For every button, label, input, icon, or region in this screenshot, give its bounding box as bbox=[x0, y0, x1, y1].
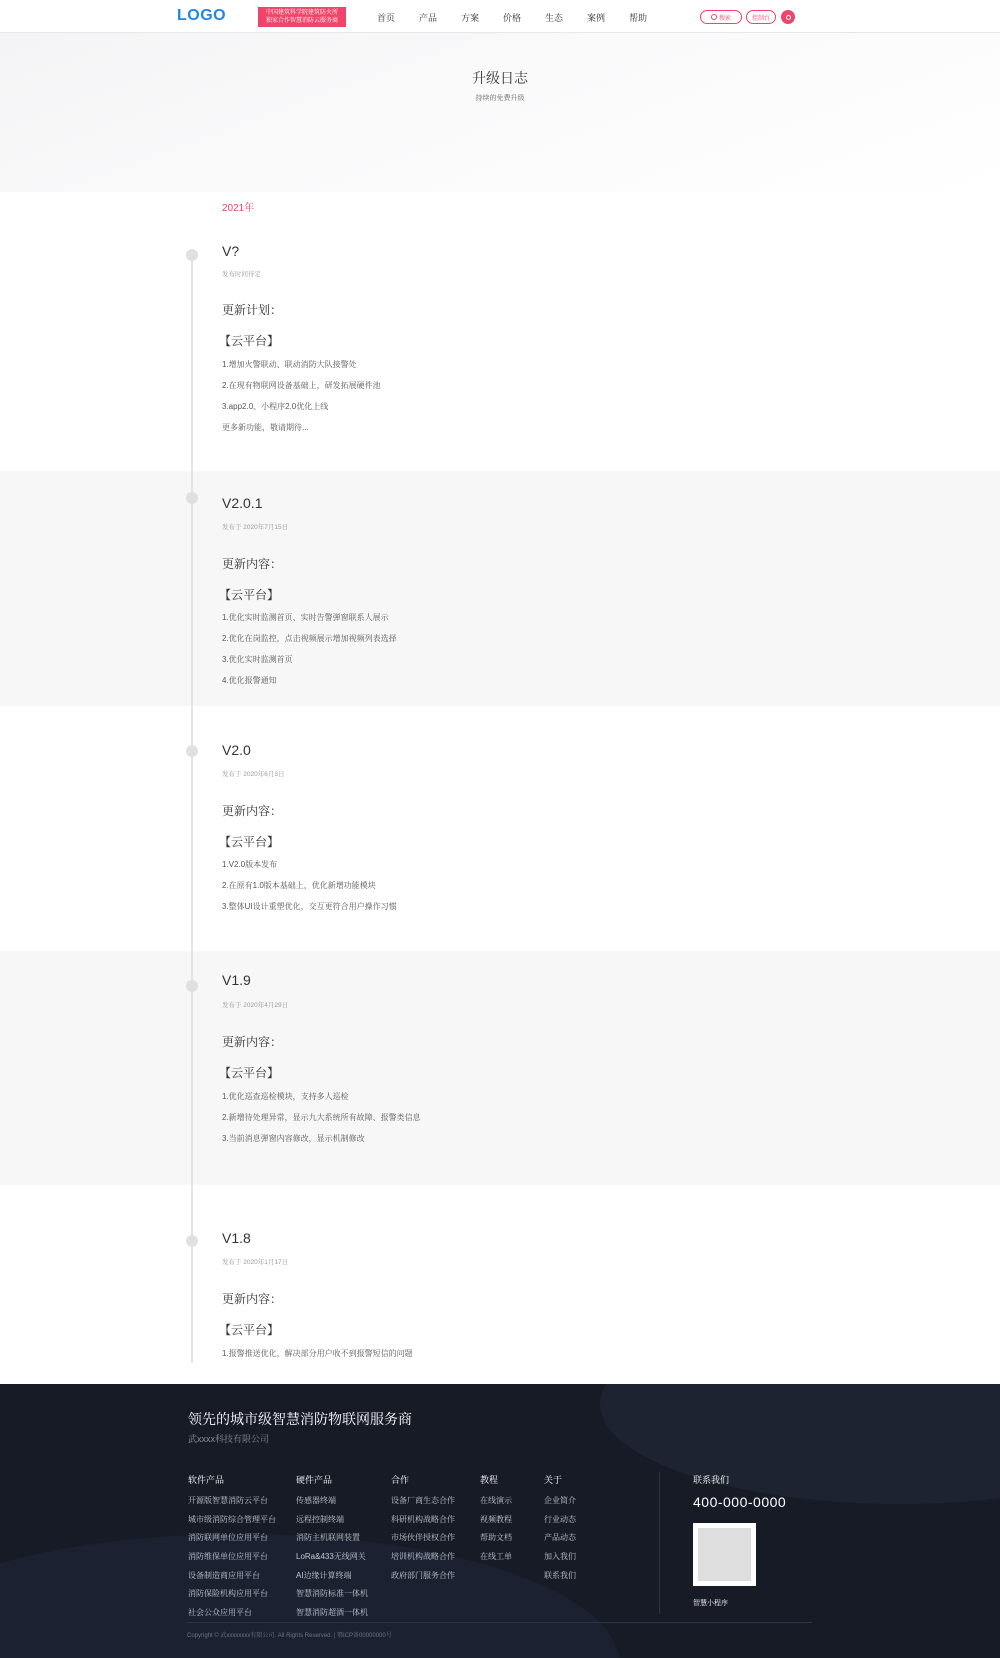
release-entry bbox=[0, 233, 1000, 471]
top-header bbox=[0, 0, 1000, 33]
nav-pricing[interactable]: 价格 bbox=[503, 13, 522, 23]
footer-link[interactable]: 设备厂商生态合作 bbox=[391, 1496, 455, 1505]
release-item: 2.新增待处理异常，显示九大系统所有故障、报警类信息 bbox=[222, 1113, 421, 1122]
release-section-title: 更新内容： bbox=[222, 1292, 283, 1306]
footer-link[interactable]: LoRa&433无线网关 bbox=[296, 1552, 366, 1562]
footer-link[interactable]: 城市级消防综合管理平台 bbox=[188, 1514, 276, 1524]
footer-company: 武xxxx科技有限公司 bbox=[188, 1434, 270, 1444]
footer-link[interactable]: 智慧消防标准一体机 bbox=[296, 1589, 368, 1599]
release-item: 3.优化实时监测首页 bbox=[222, 655, 293, 664]
footer-link[interactable]: 消防主机联网装置 bbox=[296, 1533, 360, 1543]
timeline-dot bbox=[186, 492, 198, 504]
release-version: V1.9 bbox=[222, 972, 251, 988]
footer-link[interactable]: 科研机构战略合作 bbox=[391, 1514, 455, 1524]
release-date: 发布于 2020年1月17日 bbox=[222, 1259, 289, 1266]
release-item: 2.优化在岗监控，点击视频展示增加视频列表选择 bbox=[222, 634, 397, 643]
timeline-dot bbox=[186, 745, 198, 757]
footer-column-title: 关于 bbox=[544, 1475, 563, 1485]
release-date: 发布于 2020年7月15日 bbox=[222, 524, 289, 531]
release-platform: 【云平台】 bbox=[219, 334, 280, 348]
contact-phone: 400-000-0000 bbox=[693, 1494, 787, 1510]
release-item: 1.优化实时监测首页、实时告警弹窗联系人展示 bbox=[222, 613, 389, 622]
release-version: V2.0.1 bbox=[222, 495, 263, 511]
footer-link[interactable]: 产品动态 bbox=[544, 1533, 576, 1543]
release-entry bbox=[0, 471, 1000, 706]
release-item: 1.优化巡查巡检模块，支持多人巡检 bbox=[222, 1092, 349, 1101]
footer-link[interactable]: 消防维保单位应用平台 bbox=[188, 1552, 268, 1562]
release-entry bbox=[0, 951, 1000, 1185]
release-item: 1.报警推送优化，解决部分用户收不到报警短信的问题 bbox=[222, 1349, 413, 1358]
nav-home[interactable]: 首页 bbox=[377, 13, 396, 23]
footer-link[interactable]: 传感器终端 bbox=[296, 1496, 336, 1505]
footer-link[interactable]: 在线工单 bbox=[480, 1552, 512, 1562]
footer-link[interactable]: 消防保险机构应用平台 bbox=[188, 1589, 268, 1599]
nav-cases[interactable]: 案例 bbox=[587, 13, 606, 23]
nav-ecosystem[interactable]: 生态 bbox=[545, 13, 564, 23]
release-section-title: 更新内容： bbox=[222, 1035, 283, 1049]
footer-link[interactable]: 帮助文档 bbox=[480, 1533, 512, 1543]
page-title: 升级日志 bbox=[472, 70, 528, 86]
release-item: 3.整体UI设计重塑优化，交互更符合用户操作习惯 bbox=[222, 902, 397, 911]
release-item: 3.当前消息弹窗内容修改，显示机制修改 bbox=[222, 1134, 365, 1143]
release-item: 4.优化报警通知 bbox=[222, 676, 277, 685]
footer-link[interactable]: 市场伙伴授权合作 bbox=[391, 1533, 455, 1543]
release-platform: 【云平台】 bbox=[219, 835, 280, 849]
copyright-text: Copyright © 武xxxxxxxx有限公司. All Rights Reserved. | 鄂ICP备00000000号 bbox=[187, 1633, 392, 1639]
footer-link[interactable]: 视频教程 bbox=[480, 1514, 512, 1524]
nav-help[interactable]: 帮助 bbox=[629, 13, 648, 23]
main-nav bbox=[377, 11, 671, 24]
release-section-title: 更新计划： bbox=[222, 303, 283, 317]
footer-link[interactable]: 开源版智慧消防云平台 bbox=[188, 1496, 268, 1505]
release-platform: 【云平台】 bbox=[219, 588, 280, 602]
release-date: 发布于 2020年6月3日 bbox=[222, 771, 285, 778]
timeline-dot bbox=[186, 249, 198, 261]
footer-divider bbox=[659, 1472, 660, 1614]
release-item: 1.V2.0版本发布 bbox=[222, 860, 278, 869]
release-items bbox=[222, 612, 397, 696]
release-entry bbox=[0, 706, 1000, 951]
release-platform: 【云平台】 bbox=[219, 1323, 280, 1337]
release-version: V? bbox=[222, 243, 240, 259]
timeline-line bbox=[191, 249, 193, 1363]
nav-products[interactable]: 产品 bbox=[419, 13, 438, 23]
contact-title: 联系我们 bbox=[693, 1475, 730, 1485]
footer-link[interactable]: 联系我们 bbox=[544, 1570, 576, 1580]
release-items bbox=[222, 1091, 421, 1154]
footer-column-software bbox=[188, 1473, 276, 1626]
qr-code-label: 智慧小程序 bbox=[693, 1600, 728, 1607]
footer-bg-shape bbox=[600, 1384, 1000, 1504]
footer-link[interactable]: 智慧消防超酒一体机 bbox=[296, 1608, 368, 1618]
changelog-timeline bbox=[0, 192, 1000, 1384]
footer-link[interactable]: 加入我们 bbox=[544, 1552, 576, 1562]
footer-link[interactable]: 远程控制终端 bbox=[296, 1514, 344, 1524]
banner-line-2: 独家合作智慧消防云服务商 bbox=[265, 18, 338, 24]
qr-code-image bbox=[693, 1523, 756, 1586]
user-avatar-icon[interactable] bbox=[781, 10, 795, 24]
footer-link[interactable]: 企业简介 bbox=[544, 1496, 576, 1505]
release-items bbox=[222, 359, 381, 443]
footer-column-title: 合作 bbox=[391, 1475, 410, 1485]
footer-tagline: 领先的城市级智慧消防物联网服务商 bbox=[188, 1411, 412, 1427]
release-platform: 【云平台】 bbox=[219, 1066, 280, 1080]
footer-column-tutorial bbox=[480, 1473, 512, 1570]
release-item: 1.增加火警联动、联动消防大队接警处 bbox=[222, 360, 357, 369]
release-item: 3.app2.0、小程序2.0优化上线 bbox=[222, 402, 329, 411]
footer-column-partner bbox=[391, 1473, 455, 1588]
footer-link[interactable]: 在线演示 bbox=[480, 1496, 512, 1505]
footer-column-about bbox=[544, 1473, 576, 1588]
footer-link[interactable]: 培训机构战略合作 bbox=[391, 1552, 455, 1562]
console-button[interactable] bbox=[746, 10, 776, 24]
release-version: V1.8 bbox=[222, 1230, 251, 1246]
search-button[interactable] bbox=[700, 10, 742, 24]
release-version: V2.0 bbox=[222, 742, 251, 758]
release-item: 更多新功能，敬请期待... bbox=[222, 423, 309, 432]
release-items bbox=[222, 1348, 413, 1369]
release-item: 2.在现有物联网设备基础上，研发拓展硬件池 bbox=[222, 381, 381, 390]
release-items bbox=[222, 859, 397, 922]
timeline-dot bbox=[186, 980, 198, 992]
footer-column-title: 教程 bbox=[480, 1475, 499, 1485]
footer-link[interactable]: 社会公众应用平台 bbox=[188, 1608, 252, 1618]
partner-banner[interactable] bbox=[258, 7, 346, 27]
search-label: 搜索 bbox=[718, 15, 731, 22]
release-entry bbox=[0, 1185, 1000, 1384]
release-item: 2.在原有1.0版本基础上，优化新增功能模块 bbox=[222, 881, 376, 890]
banner-line-1: 中国建筑科学院建筑防火所 bbox=[265, 10, 338, 16]
page-hero bbox=[0, 33, 1000, 192]
footer-column-hardware bbox=[296, 1473, 368, 1626]
page-subtitle: 持续的免费升级 bbox=[475, 95, 525, 102]
footer-link[interactable]: AI边缘计算终端 bbox=[296, 1570, 352, 1580]
footer-column-title: 软件产品 bbox=[188, 1475, 225, 1485]
site-footer bbox=[0, 1384, 1000, 1658]
year-label: 2021年 bbox=[222, 203, 255, 214]
footer-link[interactable]: 政府部门服务合作 bbox=[391, 1570, 455, 1580]
release-section-title: 更新内容： bbox=[222, 804, 283, 818]
release-date: 发布于 2020年4月29日 bbox=[222, 1002, 289, 1009]
footer-link[interactable]: 设备制造商应用平台 bbox=[188, 1570, 260, 1580]
release-date: 发布时间待定 bbox=[222, 271, 261, 278]
logo[interactable]: LOGO bbox=[177, 7, 227, 24]
search-icon bbox=[711, 14, 717, 20]
release-section-title: 更新内容： bbox=[222, 557, 283, 571]
footer-column-title: 硬件产品 bbox=[296, 1475, 333, 1485]
footer-separator bbox=[187, 1622, 812, 1623]
timeline-dot bbox=[186, 1235, 198, 1247]
footer-link[interactable]: 行业动态 bbox=[544, 1514, 576, 1524]
footer-link[interactable]: 消防联网单位应用平台 bbox=[188, 1533, 268, 1543]
nav-solutions[interactable]: 方案 bbox=[461, 13, 480, 23]
console-label: 控制台 bbox=[751, 15, 770, 22]
